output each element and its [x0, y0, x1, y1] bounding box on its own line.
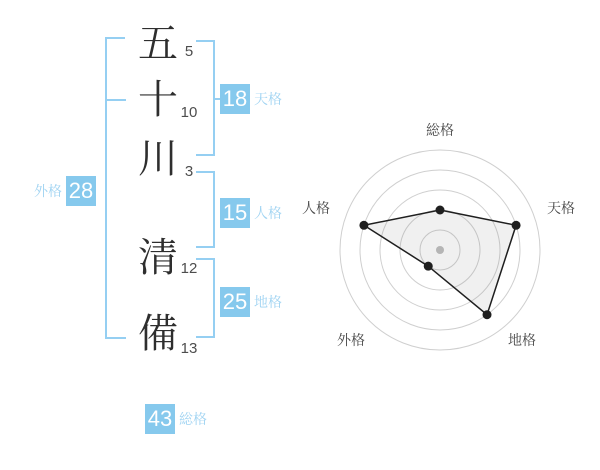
jinkaku-label: 人格	[254, 205, 282, 221]
stroke-count-3: 3	[184, 163, 194, 180]
name-character-2: 十	[138, 78, 178, 122]
jinkaku-value-badge: 15	[220, 198, 250, 228]
gaikaku-value-badge: 28	[66, 176, 96, 206]
chikaku-value-badge: 25	[220, 287, 250, 317]
radar-axis-tenkaku: 天格	[547, 200, 575, 216]
name-character-1: 五	[138, 22, 178, 66]
radar-axis-chikaku: 地格	[508, 332, 536, 348]
tenkaku-value-badge: 18	[220, 84, 250, 114]
radar-axis-gaikaku: 外格	[337, 332, 365, 348]
radar-data-point	[359, 221, 368, 230]
radar-data-point	[424, 262, 433, 271]
name-character-5: 備	[138, 312, 178, 356]
chikaku-label: 地格	[254, 294, 282, 310]
stroke-count-1: 5	[184, 43, 194, 60]
tenkaku-label: 天格	[254, 91, 282, 107]
radar-axis-jinkaku: 人格	[302, 200, 330, 216]
radar-data-polygon	[364, 210, 516, 315]
soukaku-value-badge: 43	[145, 404, 175, 434]
name-character-3: 川	[138, 137, 178, 181]
stroke-count-5: 13	[180, 340, 198, 357]
gaikaku-label: 外格	[34, 183, 62, 199]
name-character-4: 清	[138, 236, 178, 280]
radar-center-dot	[436, 246, 444, 254]
soukaku-label: 総格	[179, 411, 207, 427]
radar-data-point	[436, 206, 445, 215]
radar-axis-soukaku: 総格	[426, 122, 454, 138]
stroke-count-2: 10	[180, 104, 198, 121]
radar-data-point	[512, 221, 521, 230]
radar-data-point	[483, 310, 492, 319]
stroke-count-4: 12	[180, 260, 198, 277]
